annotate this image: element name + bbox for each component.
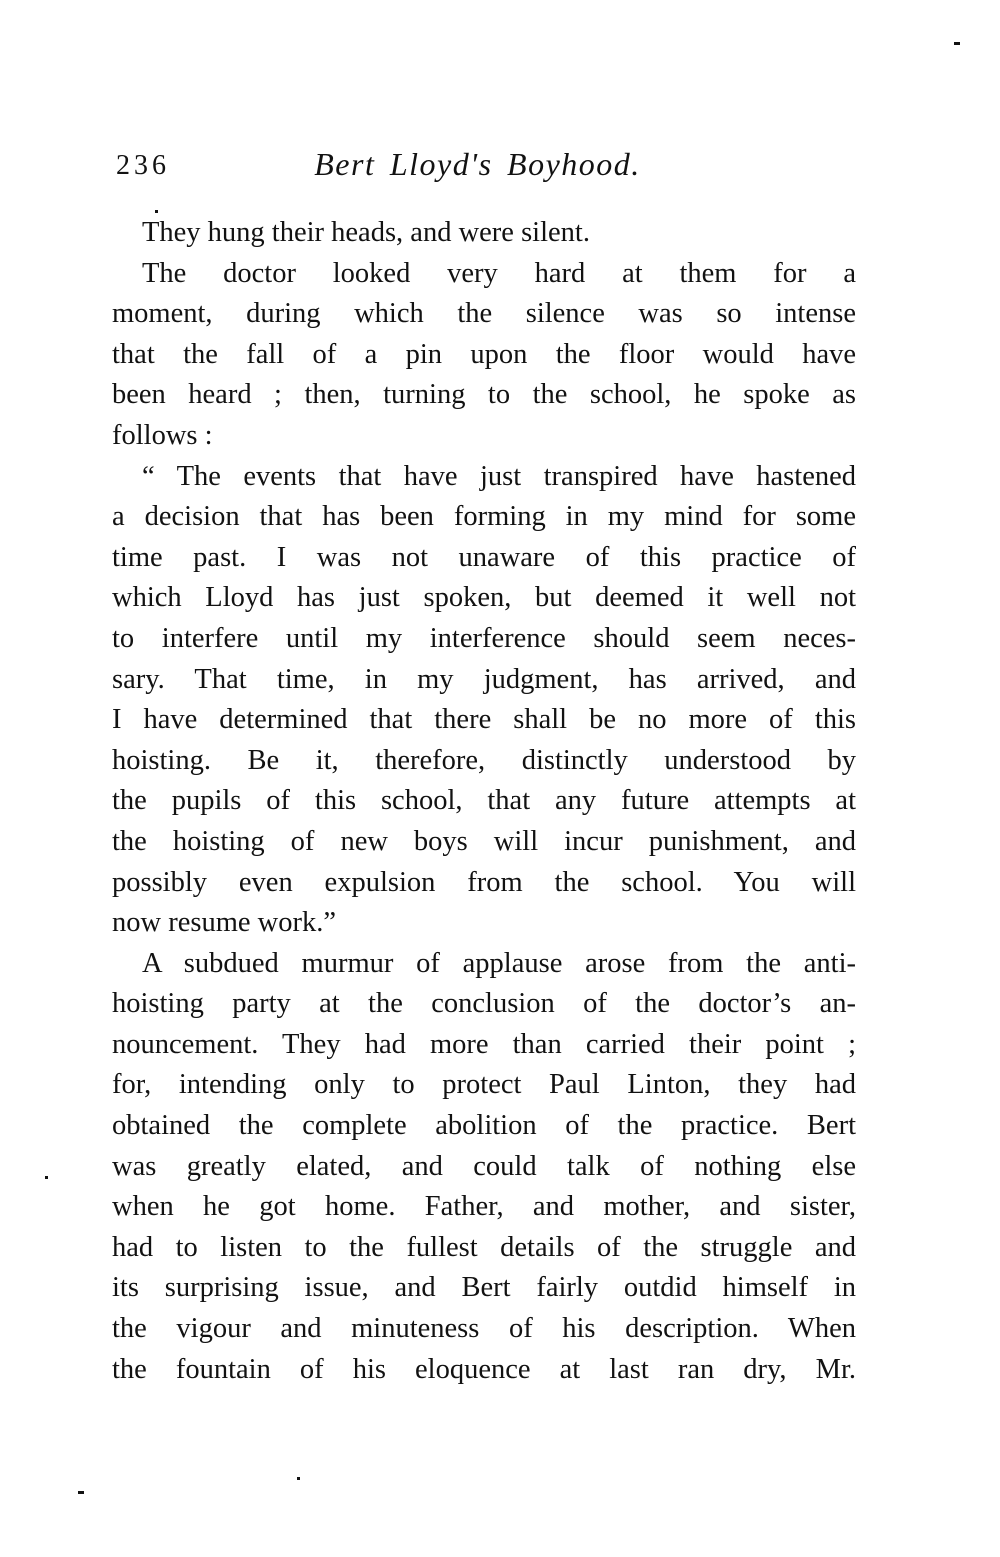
text-line: its surprising issue, and Bert fairly outdid himself in: [112, 1272, 856, 1304]
text-line: the vigour and minuteness of his description. When: [112, 1313, 856, 1345]
text-line: now resume work.”: [112, 907, 336, 939]
text-line: I have determined that there shall be no more of this: [112, 704, 856, 736]
text-line: A subdued murmur of applause arose from the anti-: [142, 947, 856, 979]
text-line: hoisting. Be it, therefore, distinctly understood by: [112, 744, 856, 776]
text-line: nouncement. They had more than carried their point ;: [112, 1028, 856, 1060]
text-line: a decision that has been forming in my mind for some: [112, 501, 856, 533]
text-line: sary. That time, in my judgment, has arrived, and: [112, 663, 856, 695]
text-line: possibly even expulsion from the school. You will: [112, 866, 856, 898]
text-line: They hung their heads, and were silent.: [142, 217, 590, 248]
text-line: “ The events that have just transpired have hastened: [142, 460, 856, 492]
scan-speck: [155, 210, 158, 213]
text-line: The doctor looked very hard at them for a: [142, 257, 856, 289]
text-line: time past. I was not unaware of this practice of: [112, 541, 856, 573]
text-line: the hoisting of new boys will incur punishment, and: [112, 825, 856, 857]
scan-speck: [954, 42, 960, 45]
text-line: follows :: [112, 419, 213, 451]
text-line: was greatly elated, and could talk of nothing else: [112, 1150, 856, 1182]
text-line: to interfere until my interference should seem neces-: [112, 622, 856, 654]
page-number: 236: [116, 150, 170, 181]
text-line: that the fall of a pin upon the floor would have: [112, 338, 856, 370]
text-line: which Lloyd has just spoken, but deemed it well not: [112, 582, 856, 614]
text-line: hoisting party at the conclusion of the doctor’s an-: [112, 988, 856, 1020]
scan-speck: [45, 1176, 48, 1179]
text-line: been heard ; then, turning to the school, he spoke as: [112, 379, 856, 411]
text-line: obtained the complete abolition of the practice. Bert: [112, 1110, 856, 1142]
text-line: the pupils of this school, that any future attempts at: [112, 785, 856, 817]
text-line: moment, during which the silence was so intense: [112, 298, 856, 330]
scan-speck: [297, 1477, 300, 1480]
scan-speck: [78, 1491, 84, 1494]
text-line: when he got home. Father, and mother, and sister,: [112, 1191, 856, 1223]
text-line: had to listen to the fullest details of the struggle and: [112, 1231, 856, 1263]
text-line: the fountain of his eloquence at last ran dry, Mr.: [112, 1353, 856, 1385]
body-text: [112, 213, 856, 1390]
running-title: Bert Lloyd's Boyhood.: [314, 146, 641, 182]
text-line: for, intending only to protect Paul Linton, they had: [112, 1069, 856, 1101]
